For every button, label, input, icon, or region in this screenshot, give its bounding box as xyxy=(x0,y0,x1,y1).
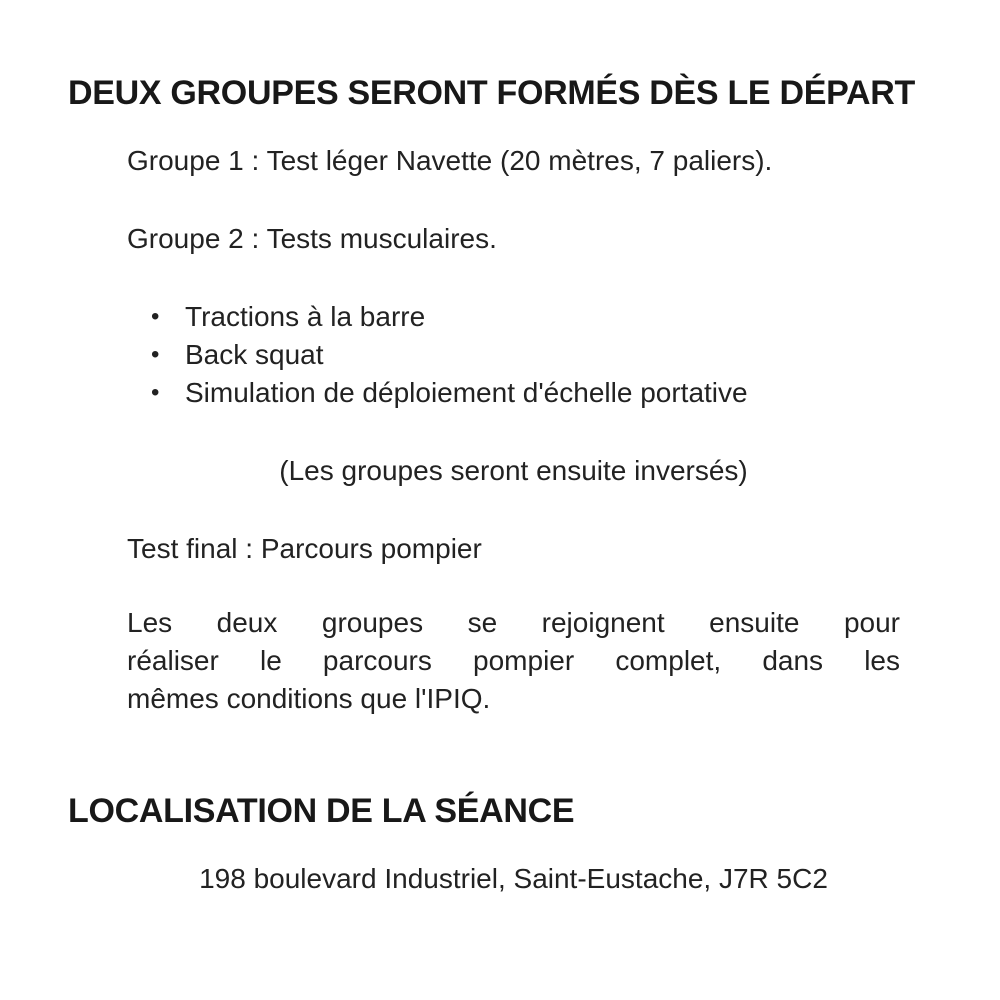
list-item xyxy=(151,336,900,374)
list-item xyxy=(151,298,900,336)
closing-paragraph-line: mêmes conditions que l'IPIQ. xyxy=(127,683,491,714)
section-title-location: LOCALISATION DE LA SÉANCE xyxy=(68,792,575,830)
paragraph-group2: Groupe 2 : Tests musculaires. xyxy=(127,223,497,254)
list-item-label: Tractions à la barre xyxy=(185,301,426,332)
bullet-icon: • xyxy=(151,379,160,406)
list-item xyxy=(151,374,900,412)
address-text: 198 boulevard Industriel, Saint-Eustache, J7R 5C2 xyxy=(199,863,828,894)
closing-paragraph-line: Les deux groupes se rejoignent ensuite pour xyxy=(127,607,900,638)
muscular-tests-list xyxy=(151,298,900,412)
closing-paragraph xyxy=(127,604,900,718)
paragraph-group1: Groupe 1 : Test léger Navette (20 mètres, 7 paliers). xyxy=(127,145,773,176)
list-item-label: Simulation de déploiement d'échelle portative xyxy=(185,377,748,408)
paragraph-final-test: Test final : Parcours pompier xyxy=(127,533,482,564)
closing-paragraph-line: réaliser le parcours pompier complet, dans les xyxy=(127,645,900,676)
section-title-groups: DEUX GROUPES SERONT FORMÉS DÈS LE DÉPART xyxy=(68,74,915,112)
bullet-icon: • xyxy=(151,303,160,330)
bullet-icon: • xyxy=(151,341,160,368)
list-item-label: Back squat xyxy=(185,339,324,370)
centered-note: (Les groupes seront ensuite inversés) xyxy=(279,455,748,486)
